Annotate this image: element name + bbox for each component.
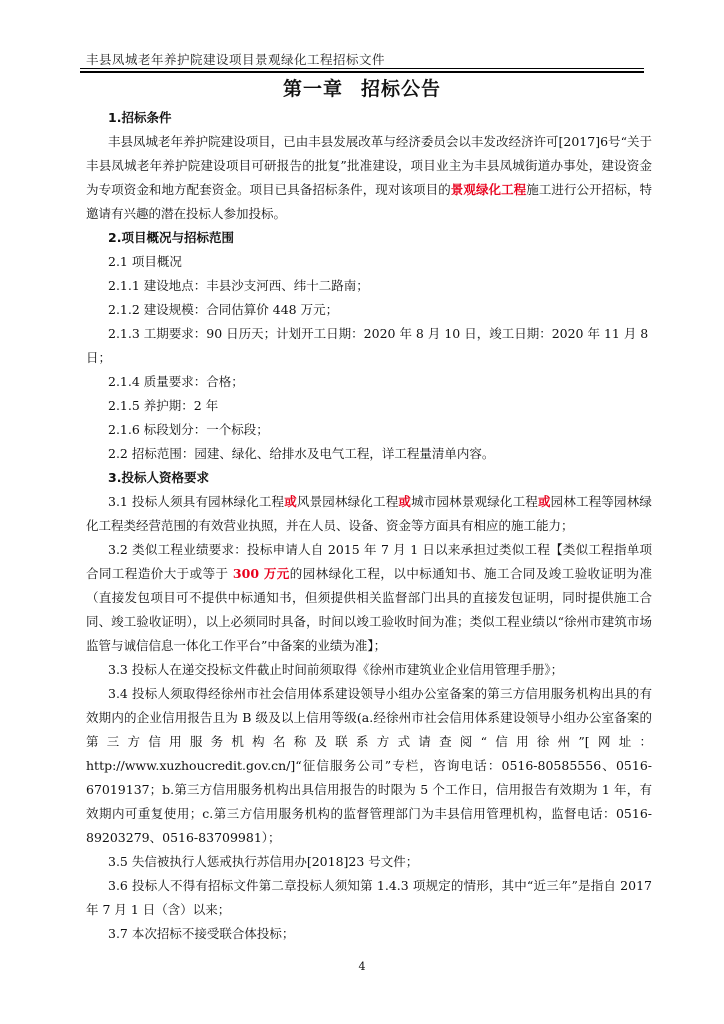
section-heading-1: 1.招标条件	[108, 110, 172, 125]
or-highlight: 或	[284, 494, 297, 509]
page-number: 4	[358, 960, 366, 973]
p32-text-b: 的园林绿化工程，以中标通知书、施工合同及竣工验收证明为准（直接发包项目可不提供中标通知书，但须提供相关监督部门出具的直接发包证明，同时提供施工合同、竣工验收证明），以上必须同时具备，时间以竣工验收时间为准；类似工程业绩以“徐州市建筑市场监管与诚信信息一体化工作平台”中备案的业绩为准】；	[86, 566, 652, 653]
paragraph-1	[86, 130, 652, 226]
list-item: 2.1.5 养护期：2 年	[108, 398, 219, 413]
chapter-number: 第一章	[282, 78, 343, 100]
section-heading-2: 2.项目概况与招标范围	[108, 230, 234, 245]
highlight-landscape-project: 景观绿化工程	[450, 182, 527, 197]
or-highlight: 或	[398, 494, 412, 509]
paragraph-3-6: 3.6 投标人不得有招标文件第二章投标人须知第 1.4.3 项规定的情形，其中“近三年”是指自 2017 年 7 月 1 日（含）以来；	[86, 878, 652, 917]
list-item: 2.1.4 质量要求：合格；	[108, 374, 244, 389]
paragraph-3-3: 3.3 投标人在递交投标文件截止时间前须取得《徐州市建筑业企业信用管理手册》；	[108, 662, 564, 677]
or-highlight: 或	[537, 494, 551, 509]
list-item: 2.1.6 标段划分：一个标段；	[108, 422, 269, 437]
list-item: 2.1.2 建设规模：合同估算价 448 万元；	[108, 302, 339, 317]
p31-text-b: 风景园林绿化工程	[296, 494, 399, 509]
section-heading-3: 3.投标人资格要求	[108, 470, 209, 485]
paragraph-1-text-b: 施工进行公开招标，特邀请有兴趣的潜在投标人参加投标。	[86, 182, 652, 221]
document-header: 丰县凤城老年养护院建设项目景观绿化工程招标文件	[86, 52, 386, 67]
paragraph-3-5: 3.5 失信被执行人惩戒执行苏信用办[2018]23 号文件；	[108, 854, 419, 869]
header-divider-thick	[80, 71, 644, 73]
paragraph-3-2	[86, 538, 652, 658]
p31-text-c: 城市园林景观绿化工程	[411, 494, 538, 509]
list-item: 2.1.1 建设地点：丰县沙支河西、纬十二路南；	[108, 278, 369, 293]
list-item: 2.1 项目概况	[108, 254, 182, 269]
paragraph-1-text-a: 丰县凤城老年养护院建设项目，已由丰县发展改革与经济委员会以丰发改经济许可[2017]6号“关于丰县凤城老年养护院建设项目可研报告的批复”批准建设，项目业主为丰县凤城街道办事处，建设资金为专项资金和地方配套资金。项目已具备招标条件，现对该项目的	[86, 134, 652, 197]
p32-text-a: 3.2 类似工程业绩要求：投标申请人自 2015 年 7 月 1 日以来承担过类似工程【类似工程指单项合同工程造价大于或等于	[86, 542, 652, 581]
header-divider	[80, 68, 644, 69]
list-item: 2.2 招标范围：园建、绿化、给排水及电气工程，详工程量清单内容。	[108, 446, 495, 461]
paragraph-3-4: 3.4 投标人须取得经徐州市社会信用体系建设领导小组办公室备案的第三方信用服务机构出具的有效期内的企业信用报告且为 B 级及以上信用等级(a.经徐州市社会信用体系建设领导小组办公室备案的第三方信用服务机构名称及联系方式请查阅“信用徐州”[网址：http://www.xuzhoucredit.gov.cn/]“征信服务公司”专栏，咨询电话：0516-80585556、0516-67019137；b.第三方信用服务机构出具信用报告的时限为 5 个工作日，信用报告有效期为 1 年，有效期内可重复使用；c.第三方信用服务机构的监督管理部门为丰县信用管理机构，监督电话：0516-89203279、0516-83709981）；	[86, 686, 652, 845]
p31-text-a: 3.1 投标人须具有园林绿化工程	[108, 494, 285, 509]
paragraph-3-7: 3.7 本次招标不接受联合体投标；	[108, 926, 295, 941]
p31-text-d: 园林工程等园林绿化工程类经营范围的有效营业执照，并在人员、设备、资金等方面具有相应的施工能力；	[86, 494, 652, 533]
paragraph-3-1	[86, 490, 652, 538]
chapter-name: 招标公告	[361, 78, 442, 100]
chapter-title	[0, 74, 724, 101]
list-item: 2.1.3 工期要求：90 日历天；计划开工日期：2020 年 8 月 10 日，竣工日期：2020 年 11 月 8 日；	[86, 326, 649, 365]
amount-highlight: 300 万元	[232, 566, 290, 581]
document-body	[86, 106, 652, 946]
